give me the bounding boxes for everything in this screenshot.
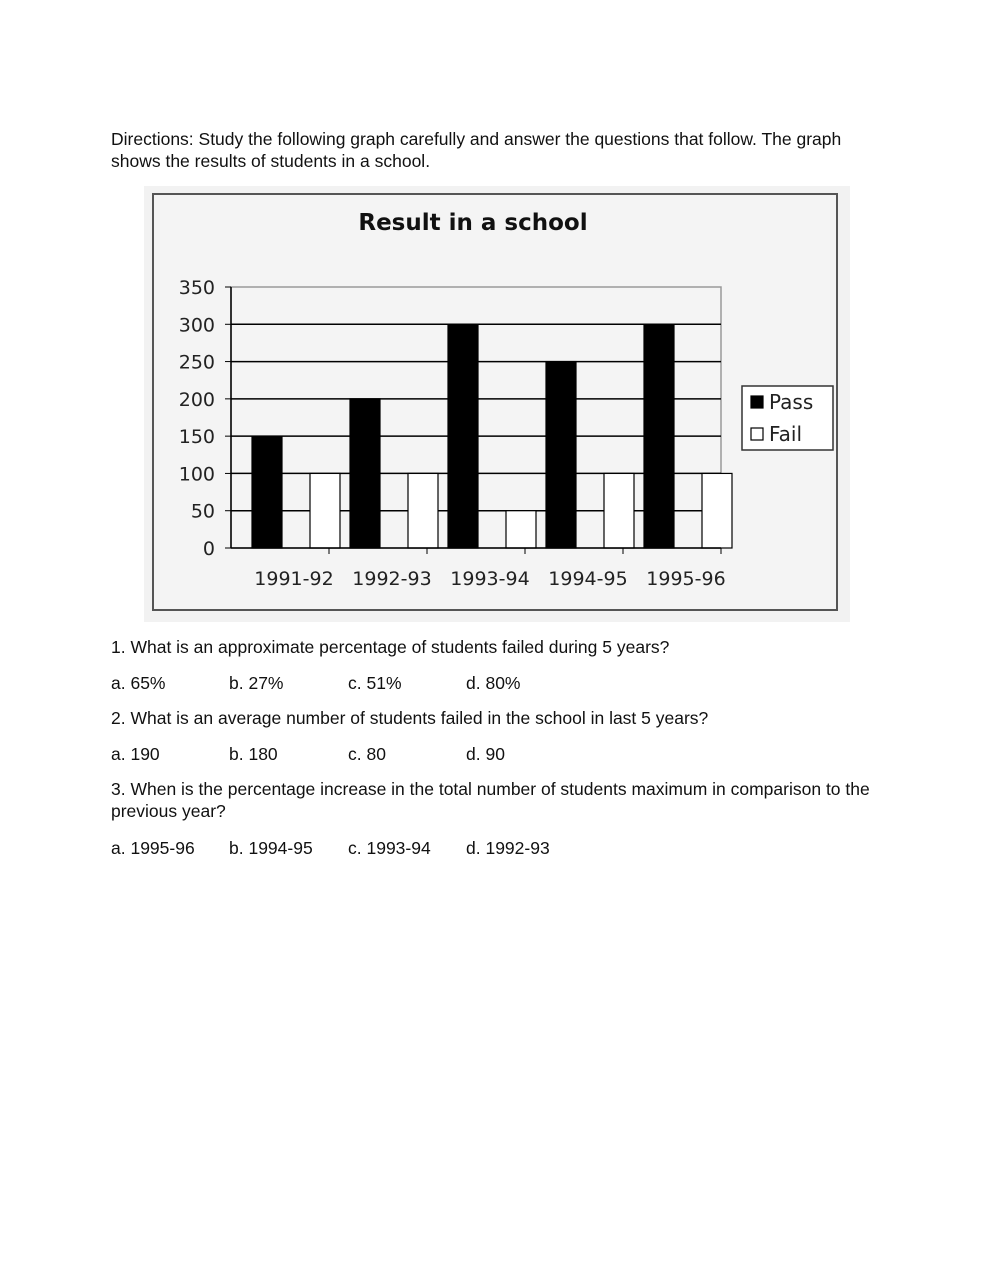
bar-chart — [152, 193, 838, 611]
fail-bar — [702, 473, 732, 548]
legend-label-pass: Pass — [769, 390, 814, 414]
option-b: b. 180 — [229, 744, 278, 764]
y-tick-label: 50 — [190, 500, 215, 523]
question-3: 3. When is the percentage increase in the total number of students maximum in comparison to the previous year? — [111, 779, 870, 821]
pass-bar — [448, 324, 478, 548]
chart-title: Result in a school — [358, 210, 588, 236]
option-b: b. 27% — [229, 673, 284, 693]
question-2: 2. What is an average number of students failed in the school in last 5 years? — [111, 708, 709, 728]
option-c: c. 80 — [348, 744, 386, 764]
y-tick-label: 300 — [178, 314, 215, 337]
option-d: d. 1992-93 — [466, 838, 550, 858]
y-tick-label: 200 — [178, 388, 215, 411]
x-tick-label: 1993-94 — [450, 568, 530, 590]
option-b: b. 1994-95 — [229, 838, 313, 858]
option-d: d. 90 — [466, 744, 505, 764]
fail-bar — [310, 473, 340, 548]
x-tick-label: 1994-95 — [548, 568, 628, 590]
question-1: 1. What is an approximate percentage of students failed during 5 years? — [111, 637, 670, 657]
pass-bar — [350, 399, 380, 548]
y-tick-label: 250 — [178, 351, 215, 374]
pass-bar — [546, 362, 576, 548]
y-tick-label: 0 — [202, 538, 215, 560]
option-d: d. 80% — [466, 673, 521, 693]
x-tick-label: 1992-93 — [352, 568, 432, 590]
option-a: a. 65% — [111, 673, 166, 693]
option-c: c. 1993-94 — [348, 838, 431, 858]
option-c: c. 51% — [348, 673, 402, 693]
option-a: a. 1995-96 — [111, 838, 195, 858]
y-tick-label: 100 — [178, 463, 215, 486]
pass-bar — [252, 436, 282, 548]
fail-bar — [604, 473, 634, 548]
x-tick-label: 1995-96 — [646, 568, 726, 590]
option-a: a. 190 — [111, 744, 160, 764]
fail-bar — [408, 473, 438, 548]
x-tick-label: 1991-92 — [254, 568, 334, 590]
legend-swatch-fail — [751, 428, 763, 440]
legend-swatch-pass — [751, 396, 763, 408]
y-tick-label: 150 — [178, 426, 215, 449]
directions-text: Directions: Study the following graph carefully and answer the questions that follow. The graph shows the results of students in a school. — [111, 129, 842, 171]
legend-label-fail: Fail — [769, 422, 803, 446]
pass-bar — [644, 324, 674, 548]
fail-bar — [506, 511, 536, 548]
y-tick-label: 350 — [178, 277, 215, 299]
